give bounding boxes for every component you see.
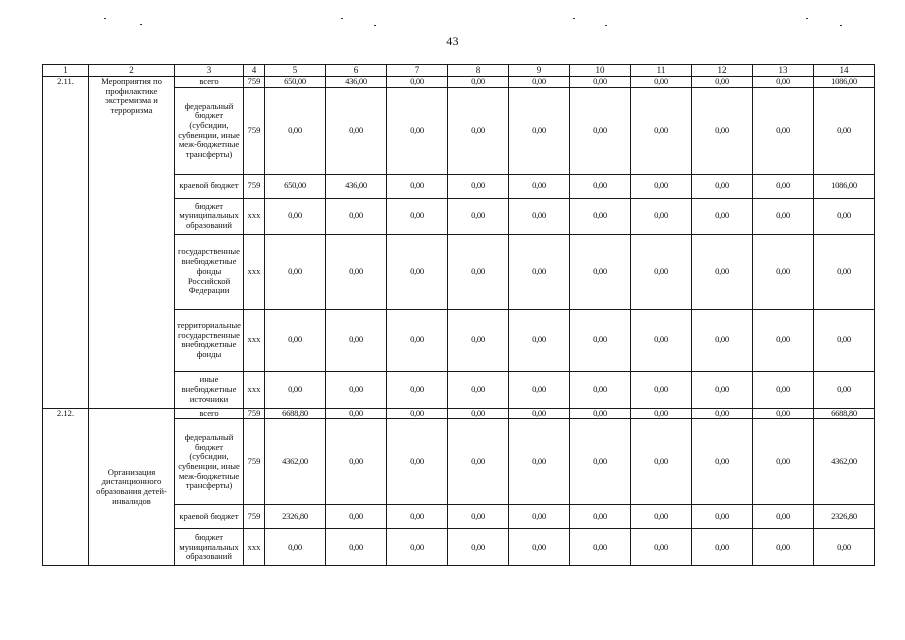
amount-cell: 1086,00 (814, 77, 875, 88)
budget-code: xxx (244, 529, 265, 566)
budget-table (42, 64, 875, 566)
column-number: 7 (387, 65, 448, 77)
column-number-row (43, 65, 875, 77)
column-number: 1 (43, 65, 89, 77)
table-row (43, 408, 875, 419)
amount-cell: 0,00 (326, 198, 387, 234)
amount-cell: 0,00 (387, 408, 448, 419)
column-number: 9 (509, 65, 570, 77)
amount-cell: 0,00 (570, 87, 631, 174)
amount-cell: 0,00 (387, 77, 448, 88)
amount-cell: 0,00 (265, 198, 326, 234)
amount-cell: 0,00 (814, 234, 875, 309)
amount-cell: 0,00 (631, 234, 692, 309)
amount-cell: 0,00 (692, 174, 753, 198)
amount-cell: 0,00 (326, 529, 387, 566)
scan-speck (104, 18, 106, 19)
amount-cell: 0,00 (387, 309, 448, 371)
column-number: 13 (753, 65, 814, 77)
scan-speck (806, 18, 808, 19)
amount-cell: 0,00 (631, 77, 692, 88)
amount-cell: 0,00 (753, 408, 814, 419)
budget-code: 759 (244, 87, 265, 174)
amount-cell: 0,00 (753, 529, 814, 566)
amount-cell: 0,00 (509, 505, 570, 529)
scan-speck (840, 25, 842, 26)
amount-cell: 0,00 (692, 419, 753, 505)
funding-source: иные внебюджетные источники (175, 371, 244, 408)
budget-code: 759 (244, 174, 265, 198)
page-number: 43 (446, 34, 459, 48)
amount-cell: 650,00 (265, 77, 326, 88)
amount-cell: 0,00 (692, 198, 753, 234)
amount-cell: 0,00 (814, 371, 875, 408)
amount-cell: 0,00 (631, 198, 692, 234)
amount-cell: 0,00 (814, 198, 875, 234)
amount-cell: 0,00 (631, 87, 692, 174)
budget-code: xxx (244, 371, 265, 408)
amount-cell: 4362,00 (814, 419, 875, 505)
amount-cell: 436,00 (326, 174, 387, 198)
amount-cell: 0,00 (448, 419, 509, 505)
amount-cell: 0,00 (692, 371, 753, 408)
section-title: Мероприятия по профилактике экстремизма и терроризма (89, 77, 175, 409)
amount-cell: 0,00 (631, 419, 692, 505)
amount-cell: 0,00 (509, 234, 570, 309)
funding-source: государственные внебюджетные фонды Российской Федерации (175, 234, 244, 309)
amount-cell: 0,00 (631, 529, 692, 566)
amount-cell: 0,00 (814, 87, 875, 174)
amount-cell: 0,00 (509, 419, 570, 505)
budget-code: xxx (244, 309, 265, 371)
amount-cell: 0,00 (753, 309, 814, 371)
amount-cell: 0,00 (570, 198, 631, 234)
amount-cell: 0,00 (265, 87, 326, 174)
amount-cell: 0,00 (753, 419, 814, 505)
amount-cell: 0,00 (448, 505, 509, 529)
amount-cell: 0,00 (326, 309, 387, 371)
amount-cell: 0,00 (753, 234, 814, 309)
amount-cell: 0,00 (387, 371, 448, 408)
amount-cell: 2326,80 (814, 505, 875, 529)
amount-cell: 436,00 (326, 77, 387, 88)
amount-cell: 0,00 (265, 309, 326, 371)
amount-cell: 0,00 (631, 174, 692, 198)
section-code: 2.11. (43, 77, 89, 409)
amount-cell: 0,00 (570, 505, 631, 529)
amount-cell: 0,00 (692, 309, 753, 371)
amount-cell: 0,00 (265, 371, 326, 408)
funding-source: федеральный бюджет (субсидии, субвенции, иные меж-бюджетные трансферты) (175, 419, 244, 505)
column-number: 11 (631, 65, 692, 77)
amount-cell: 0,00 (387, 419, 448, 505)
funding-source: федеральный бюджет (субсидии, субвенции, иные меж-бюджетные трансферты) (175, 87, 244, 174)
amount-cell: 0,00 (570, 174, 631, 198)
amount-cell: 0,00 (326, 408, 387, 419)
amount-cell: 0,00 (387, 529, 448, 566)
amount-cell: 0,00 (570, 419, 631, 505)
amount-cell: 0,00 (570, 234, 631, 309)
section-code: 2.12. (43, 408, 89, 566)
amount-cell: 0,00 (387, 198, 448, 234)
funding-source: бюджет муниципальных образований (175, 529, 244, 566)
table-row (43, 77, 875, 88)
amount-cell: 0,00 (814, 309, 875, 371)
amount-cell: 0,00 (509, 309, 570, 371)
amount-cell: 0,00 (448, 234, 509, 309)
amount-cell: 0,00 (326, 87, 387, 174)
amount-cell: 0,00 (814, 529, 875, 566)
amount-cell: 0,00 (570, 77, 631, 88)
amount-cell: 0,00 (753, 371, 814, 408)
amount-cell: 0,00 (692, 529, 753, 566)
amount-cell: 0,00 (753, 174, 814, 198)
table-body (43, 65, 875, 566)
amount-cell: 0,00 (326, 234, 387, 309)
budget-code: 759 (244, 505, 265, 529)
amount-cell: 0,00 (509, 174, 570, 198)
column-number: 12 (692, 65, 753, 77)
budget-code: 759 (244, 419, 265, 505)
funding-source: всего (175, 408, 244, 419)
amount-cell: 0,00 (509, 198, 570, 234)
amount-cell: 0,00 (509, 529, 570, 566)
amount-cell: 0,00 (692, 87, 753, 174)
amount-cell: 0,00 (753, 505, 814, 529)
amount-cell: 0,00 (753, 87, 814, 174)
budget-code: xxx (244, 234, 265, 309)
scan-speck (341, 18, 343, 19)
amount-cell: 4362,00 (265, 419, 326, 505)
amount-cell: 0,00 (509, 371, 570, 408)
funding-source: краевой бюджет (175, 505, 244, 529)
amount-cell: 0,00 (753, 198, 814, 234)
amount-cell: 2326,80 (265, 505, 326, 529)
column-number: 8 (448, 65, 509, 77)
section-title: Организация дистанционного образования детей-инвалидов (89, 408, 175, 566)
amount-cell: 1086,00 (814, 174, 875, 198)
amount-cell: 0,00 (570, 309, 631, 371)
amount-cell: 0,00 (448, 174, 509, 198)
column-number: 4 (244, 65, 265, 77)
funding-source: краевой бюджет (175, 174, 244, 198)
amount-cell: 0,00 (448, 408, 509, 419)
funding-source: бюджет муниципальных образований (175, 198, 244, 234)
column-number: 14 (814, 65, 875, 77)
column-number: 3 (175, 65, 244, 77)
amount-cell: 0,00 (448, 87, 509, 174)
amount-cell: 0,00 (631, 408, 692, 419)
amount-cell: 650,00 (265, 174, 326, 198)
column-number: 10 (570, 65, 631, 77)
amount-cell: 0,00 (509, 77, 570, 88)
amount-cell: 0,00 (387, 505, 448, 529)
budget-code: 759 (244, 77, 265, 88)
amount-cell: 0,00 (570, 371, 631, 408)
amount-cell: 0,00 (387, 174, 448, 198)
amount-cell: 0,00 (448, 309, 509, 371)
amount-cell: 0,00 (570, 529, 631, 566)
budget-code: 759 (244, 408, 265, 419)
amount-cell: 0,00 (631, 371, 692, 408)
amount-cell: 0,00 (265, 234, 326, 309)
funding-source: всего (175, 77, 244, 88)
budget-code: xxx (244, 198, 265, 234)
scan-speck (605, 25, 607, 26)
amount-cell: 0,00 (631, 505, 692, 529)
amount-cell: 0,00 (387, 234, 448, 309)
column-number: 6 (326, 65, 387, 77)
amount-cell: 0,00 (692, 234, 753, 309)
scan-speck (573, 18, 575, 19)
amount-cell: 0,00 (448, 77, 509, 88)
amount-cell: 0,00 (326, 371, 387, 408)
amount-cell: 0,00 (692, 505, 753, 529)
scan-speck (140, 24, 142, 25)
amount-cell: 0,00 (448, 529, 509, 566)
funding-source: территориальные государственные внебюджетные фонды (175, 309, 244, 371)
column-number: 5 (265, 65, 326, 77)
amount-cell: 0,00 (265, 529, 326, 566)
amount-cell: 0,00 (326, 419, 387, 505)
amount-cell: 0,00 (631, 309, 692, 371)
amount-cell: 0,00 (509, 408, 570, 419)
amount-cell: 0,00 (326, 505, 387, 529)
amount-cell: 6688,80 (265, 408, 326, 419)
column-number: 2 (89, 65, 175, 77)
amount-cell: 0,00 (387, 87, 448, 174)
scan-speck (374, 25, 376, 26)
amount-cell: 0,00 (692, 408, 753, 419)
amount-cell: 0,00 (509, 87, 570, 174)
amount-cell: 0,00 (570, 408, 631, 419)
amount-cell: 6688,80 (814, 408, 875, 419)
amount-cell: 0,00 (448, 371, 509, 408)
amount-cell: 0,00 (692, 77, 753, 88)
amount-cell: 0,00 (448, 198, 509, 234)
amount-cell: 0,00 (753, 77, 814, 88)
